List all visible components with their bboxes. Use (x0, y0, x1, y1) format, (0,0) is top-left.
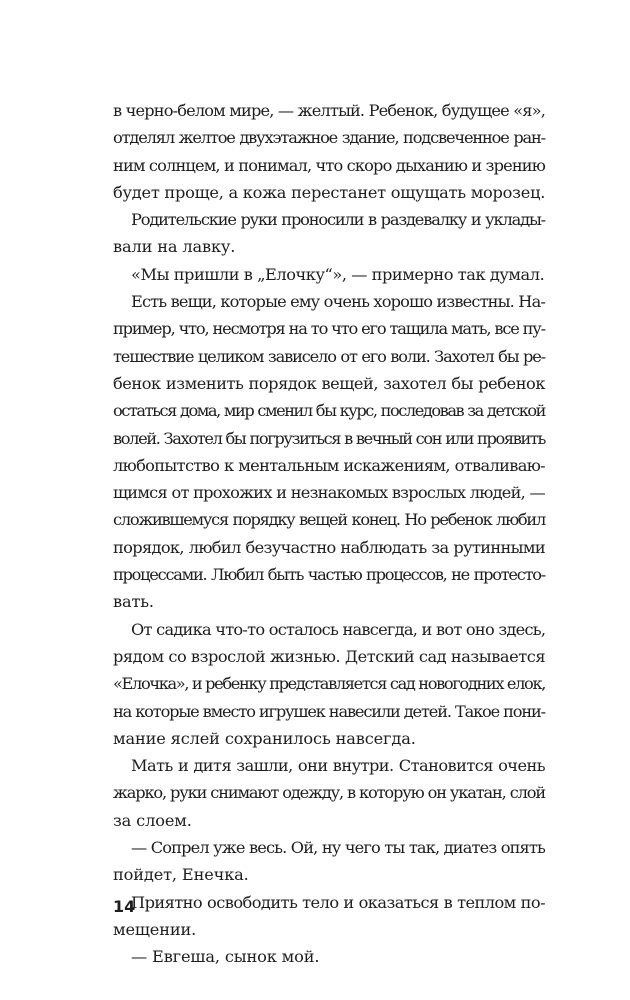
text-line: бенок изменить порядок вещей, захотел бы ребенок (113, 373, 545, 393)
text-line: вали на лавку. (113, 237, 236, 257)
text-line: мещении. (113, 919, 197, 939)
text-line: «Мы пришли в „Елочку“», — примерно так думал. (131, 264, 545, 284)
text-line: будет проще, а кожа перестанет ощущать морозец. (113, 182, 546, 202)
text-line: на которые вместо игрушек навесили детей. Такое пони- (113, 701, 545, 721)
text-line: остаться дома, мир сменил бы курс, последовав за детской (113, 401, 545, 421)
text-line: процессами. Любил быть частью процессов, не протесто- (113, 565, 545, 585)
page-number: 14 (113, 897, 136, 916)
text-line: Есть вещи, которые ему очень хорошо известны. На- (131, 292, 545, 312)
text-line: сложившемуся порядку вещей конец. Но ребенок любил (113, 510, 545, 530)
text-line: пример, что, несмотря на то что его тащила мать, все пу- (113, 319, 545, 339)
text-line: вать. (113, 592, 154, 612)
text-line: жарко, руки снимают одежду, в которую он укатан, слой (113, 783, 545, 803)
text-line: рядом со взрослой жизнью. Детский сад называется (113, 646, 546, 666)
text-line: щимся от прохожих и незнакомых взрослых людей, — (113, 483, 545, 503)
text-line: за слоем. (113, 810, 192, 830)
text-line: Приятно освободить тело и оказаться в теплом по- (131, 892, 545, 912)
text-line: Мать и дитя зашли, они внутри. Становится очень (131, 756, 545, 776)
text-line: тешествие целиком зависело от его воли. Захотел бы ре- (113, 346, 545, 366)
text-line: порядок, любил безучастно наблюдать за рутинными (113, 537, 545, 557)
text-line: — Сопрел уже весь. Ой, ну чего ты так, диатез опять (131, 838, 545, 858)
text-line: «Елочка», и ребенку представляется сад новогодних елок, (113, 674, 546, 694)
text-line: От садика что-то осталось навсегда, и вот оно здесь, (131, 619, 546, 639)
text-line: в черно-белом мире, — желтый. Ребенок, будущее «я», (113, 101, 545, 120)
text-line: — Евгеша, сынок мой. (131, 947, 320, 967)
text-line: пойдет, Енечка. (113, 865, 249, 885)
text-line: волей. Захотел бы погрузиться в вечный сон или проявить (113, 428, 545, 448)
text-line: отделял желтое двухэтажное здание, подсвеченное ран- (113, 128, 545, 148)
text-line: ним солнцем, и понимал, что скоро дыханию и зрению (113, 155, 545, 175)
text-line: Родительские руки проносили в раздевалку и уклады- (131, 210, 545, 230)
text-line: любопытство к ментальным искажениям, отваливаю- (113, 455, 545, 475)
body-text (113, 97, 545, 971)
text-line: мание яслей сохранилось навсегда. (113, 728, 416, 748)
